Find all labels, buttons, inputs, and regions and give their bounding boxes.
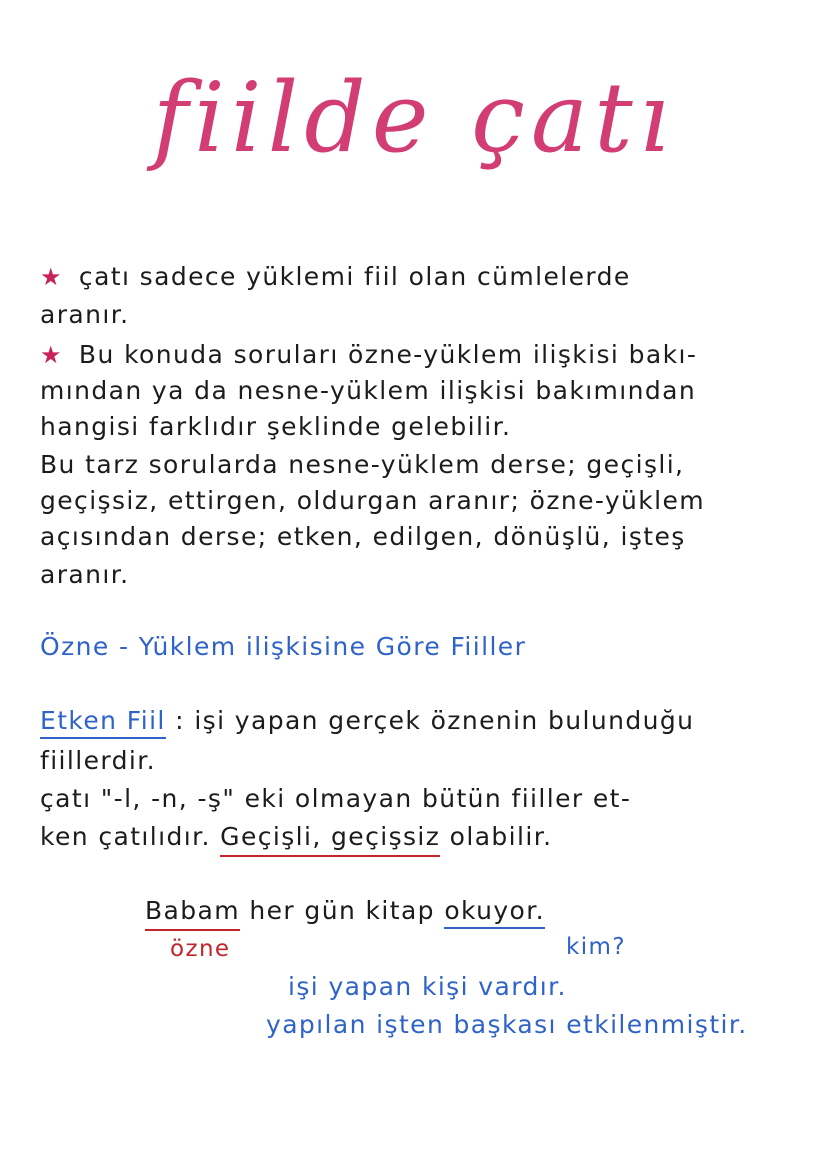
star-icon: ★ bbox=[40, 341, 63, 369]
subject-tag: özne bbox=[170, 936, 231, 962]
note-line-8: açısından derse; etken, edilgen, dönüşlü, işteş bbox=[40, 522, 686, 551]
explanation-line-1: işi yapan kişi vardır. bbox=[288, 972, 567, 1001]
etken-term: Etken Fiil bbox=[40, 706, 166, 739]
example-verb: okuyor. bbox=[444, 896, 545, 929]
example-subject: Babam bbox=[145, 896, 240, 931]
note-line-4: mından ya da nesne-yüklem ilişkisi bakımından bbox=[40, 376, 697, 405]
etken-line-1 bbox=[40, 706, 800, 735]
note-line-9: aranır. bbox=[40, 560, 130, 589]
star-icon: ★ bbox=[40, 263, 63, 291]
question-tag: kim? bbox=[566, 934, 626, 960]
note-line-2: aranır. bbox=[40, 300, 130, 329]
note-line-1: ★ çatı sadece yüklemi fiil olan cümlelerde bbox=[40, 262, 631, 291]
explanation-line-2: yapılan işten başkası etkilenmiştir. bbox=[266, 1010, 748, 1039]
note-line-5: hangisi farklıdır şeklinde gelebilir. bbox=[40, 412, 512, 441]
section-heading: Özne - Yüklem ilişkisine Göre Fiiller bbox=[40, 632, 527, 661]
example-middle: her gün kitap bbox=[249, 896, 435, 925]
example-sentence bbox=[145, 896, 545, 925]
page-title: fiilde çatı bbox=[152, 62, 676, 174]
etken-definition: işi yapan gerçek öznenin bulunduğu bbox=[194, 706, 695, 735]
etken-line-4: ken çatılıdır. Geçişli, geçişsiz olabilir. bbox=[40, 822, 800, 851]
etken-colon: : bbox=[175, 706, 185, 735]
etken-line-2: fiillerdir. bbox=[40, 746, 156, 775]
note-line-3: ★ Bu konuda soruları özne-yüklem ilişkisi bakı- bbox=[40, 340, 698, 369]
transitivity-note: Geçişli, geçişsiz bbox=[220, 822, 440, 857]
note-line-7: geçişsiz, ettirgen, oldurgan aranır; özne-yüklem bbox=[40, 486, 706, 515]
etken-line-3: çatı "-l, -n, -ş" eki olmayan bütün fiiller et- bbox=[40, 784, 632, 813]
note-line-6: Bu tarz sorularda nesne-yüklem derse; geçişli, bbox=[40, 450, 685, 479]
